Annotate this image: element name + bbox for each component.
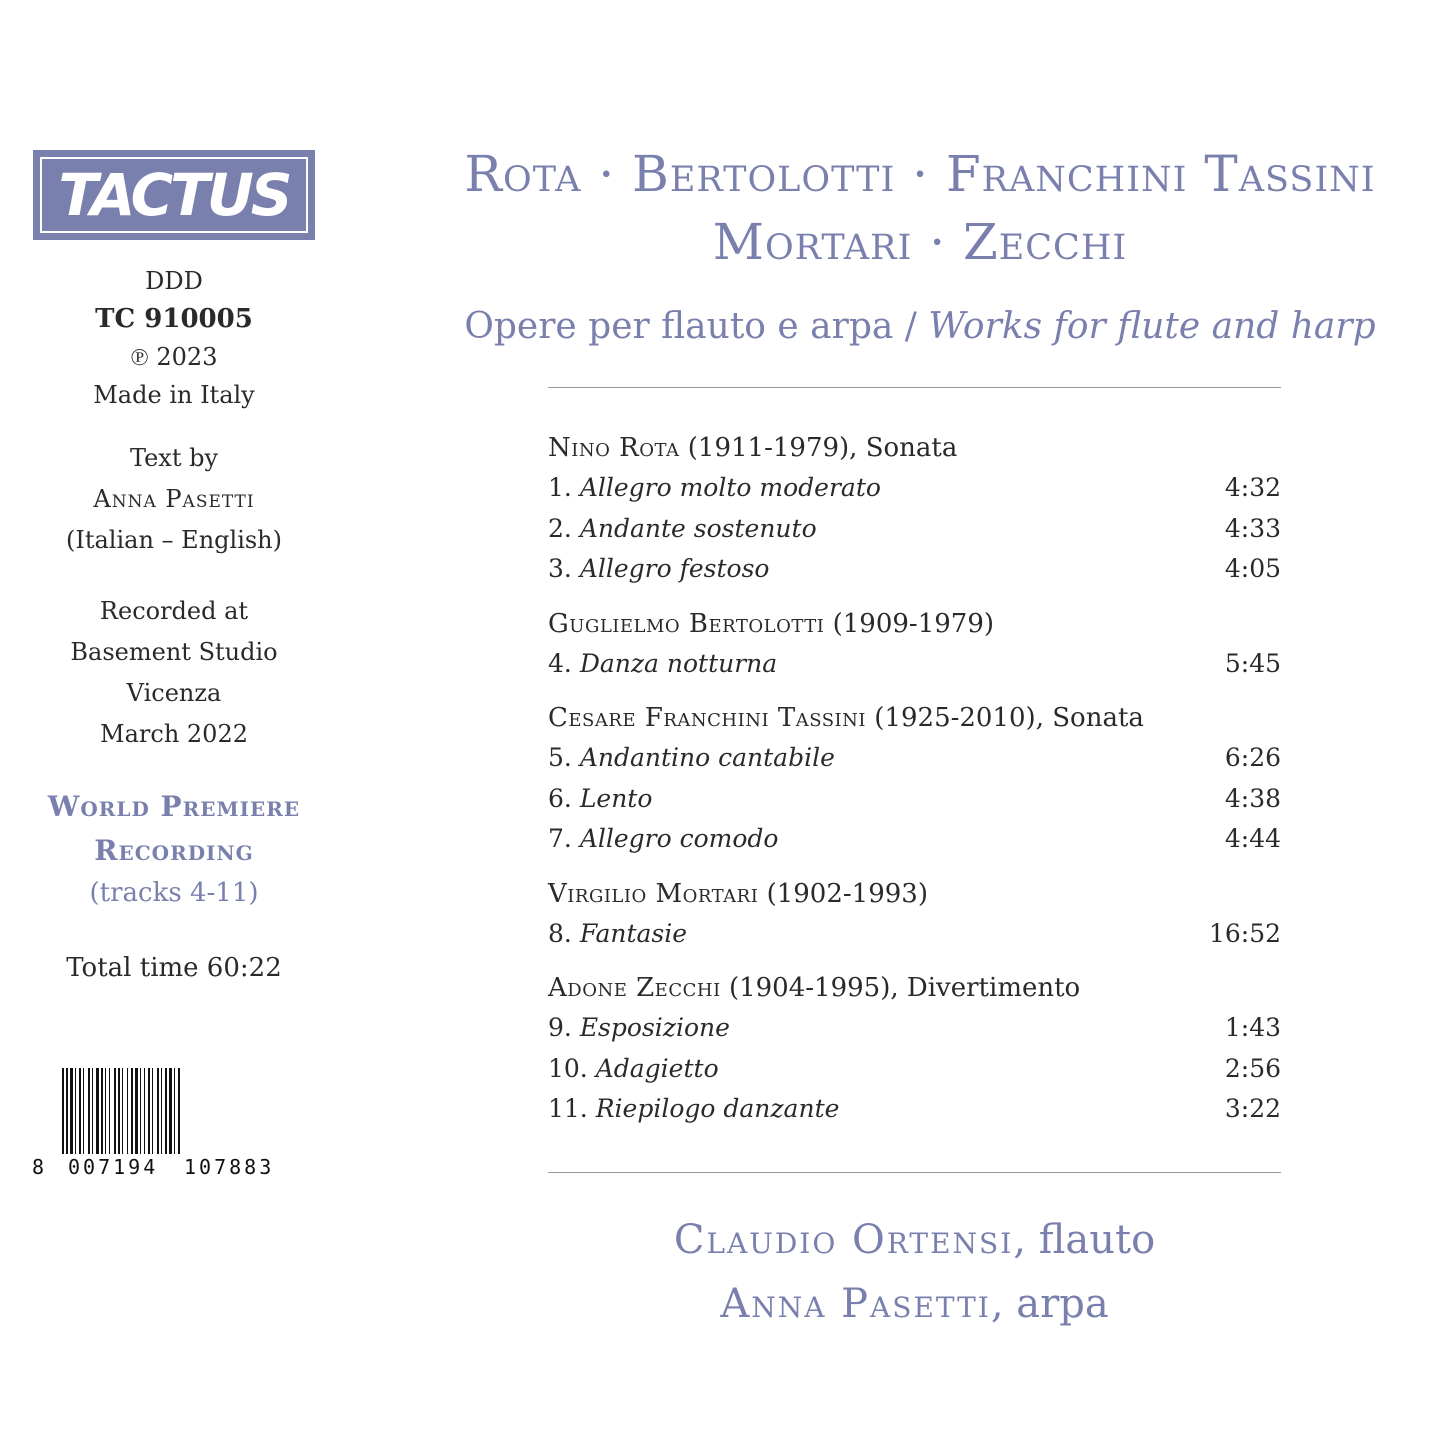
performers xyxy=(548,1208,1281,1336)
track-duration: 16:52 xyxy=(1208,918,1281,948)
track-label xyxy=(548,1049,719,1090)
work-group xyxy=(548,604,1281,685)
tactus-logo xyxy=(33,150,315,240)
work-detail: (1925-2010), Sonata xyxy=(866,703,1144,733)
barcode-digits-left: 007194 xyxy=(68,1155,159,1178)
barcode-bar xyxy=(105,1068,106,1154)
subtitle-english: Works for flute and harp xyxy=(928,306,1376,347)
track-row xyxy=(548,1008,1281,1049)
premiere-line1: World Premiere xyxy=(47,790,301,823)
barcode-bar xyxy=(92,1068,93,1154)
barcode-bar xyxy=(66,1068,68,1154)
track-row xyxy=(548,779,1281,820)
barcode-bar xyxy=(62,1068,64,1154)
track-row xyxy=(548,468,1281,509)
text-languages: (Italian – English) xyxy=(66,526,282,554)
world-premiere-note xyxy=(30,785,318,913)
logo-text: TACTUS xyxy=(58,161,290,229)
track-title: Fantasie xyxy=(579,918,688,948)
track-label xyxy=(548,779,652,820)
work-heading xyxy=(548,428,1281,468)
barcode-digits-right: 107883 xyxy=(184,1155,275,1178)
barcode-bar xyxy=(148,1068,150,1154)
barcode xyxy=(32,1068,302,1178)
barcode-bar xyxy=(118,1068,120,1154)
work-group xyxy=(548,874,1281,955)
tracklist xyxy=(548,428,1281,1144)
recording-date: March 2022 xyxy=(100,720,248,748)
track-label xyxy=(548,914,687,955)
track-label xyxy=(548,819,778,860)
track-title: Allegro molto moderato xyxy=(579,473,881,502)
track-number: 6. xyxy=(548,783,572,813)
work-detail: (1911-1979), Sonata xyxy=(679,433,958,463)
work-group xyxy=(548,428,1281,590)
composers-heading xyxy=(440,140,1400,276)
barcode-bar xyxy=(165,1068,167,1154)
barcode-digit-first: 8 xyxy=(32,1155,45,1178)
barcode-bar xyxy=(169,1068,172,1154)
track-title: Andante sostenuto xyxy=(579,513,817,543)
composer-name: Guglielmo Bertolotti xyxy=(548,608,825,639)
track-number: 11. xyxy=(548,1094,588,1123)
barcode-bar xyxy=(127,1068,128,1154)
barcode-bar xyxy=(96,1068,99,1154)
track-duration: 3:22 xyxy=(1224,1094,1281,1123)
track-row xyxy=(548,509,1281,550)
track-title: Allegro comodo xyxy=(579,824,779,853)
barcode-bar xyxy=(88,1068,90,1154)
track-duration: 2:56 xyxy=(1224,1053,1281,1083)
audio-format: DDD xyxy=(145,267,203,295)
barcode-bar xyxy=(174,1068,175,1154)
track-title: Allegro festoso xyxy=(579,554,770,583)
track-label xyxy=(548,1008,730,1049)
barcode-bar xyxy=(144,1068,145,1154)
barcode-bar xyxy=(75,1068,76,1154)
barcode-bar xyxy=(135,1068,138,1154)
barcode-bar xyxy=(131,1068,133,1154)
barcode-bar xyxy=(101,1068,103,1154)
release-info xyxy=(30,262,318,414)
track-number: 1. xyxy=(548,473,572,502)
barcode-bar xyxy=(161,1068,162,1154)
barcode-bar xyxy=(109,1068,110,1154)
track-title: Esposizione xyxy=(579,1013,730,1042)
track-number: 3. xyxy=(548,554,572,583)
track-title: Riepilogo danzante xyxy=(595,1094,840,1123)
barcode-bar xyxy=(122,1068,123,1154)
recording-studio: Basement Studio xyxy=(70,638,278,666)
track-duration: 4:38 xyxy=(1224,783,1281,813)
track-row xyxy=(548,644,1281,685)
premiere-tracks: (tracks 4-11) xyxy=(89,878,259,908)
premiere-line2: Recording xyxy=(94,834,254,867)
track-label xyxy=(548,509,817,550)
composer-name: Virgilio Mortari xyxy=(548,878,759,909)
track-row xyxy=(548,819,1281,860)
composers-line2: Mortari · Zecchi xyxy=(712,213,1128,271)
performer-name: Claudio Ortensi xyxy=(673,1217,1014,1263)
performer-line xyxy=(548,1272,1281,1336)
work-heading xyxy=(548,698,1281,738)
barcode-bar xyxy=(157,1068,159,1154)
track-title: Lento xyxy=(579,783,653,813)
composers-line1: Rota · Bertolotti · Franchini Tassini xyxy=(464,145,1376,203)
barcode-bar xyxy=(79,1068,81,1154)
work-detail: (1902-1993) xyxy=(758,878,928,909)
recorded-at-label: Recorded at xyxy=(99,597,249,625)
track-duration: 4:32 xyxy=(1224,473,1281,502)
recording-city: Vicenza xyxy=(126,679,222,707)
subtitle-italian: Opere per flauto e arpa / xyxy=(464,306,917,347)
track-number: 8. xyxy=(548,918,572,948)
track-number: 5. xyxy=(548,743,572,772)
work-heading xyxy=(548,968,1281,1008)
work-detail: (1909-1979) xyxy=(824,608,995,639)
track-title: Adagietto xyxy=(595,1053,719,1083)
performer-instrument: , arpa xyxy=(990,1281,1109,1327)
track-duration: 1:43 xyxy=(1224,1013,1281,1042)
barcode-bar xyxy=(70,1068,73,1154)
work-detail: (1904-1995), Divertimento xyxy=(720,973,1081,1003)
track-label xyxy=(548,468,881,509)
track-row xyxy=(548,549,1281,590)
work-group xyxy=(548,968,1281,1130)
track-number: 10. xyxy=(548,1053,588,1083)
left-column xyxy=(30,150,318,987)
text-author: Anna Pasetti xyxy=(93,485,255,513)
barcode-bar xyxy=(152,1068,153,1154)
text-credits xyxy=(30,438,318,561)
track-number: 2. xyxy=(548,513,572,543)
track-row xyxy=(548,738,1281,779)
total-time: Total time 60:22 xyxy=(66,953,282,983)
barcode-bar xyxy=(83,1068,84,1154)
track-label xyxy=(548,549,769,590)
track-number: 9. xyxy=(548,1013,572,1042)
catalog-number: TC 910005 xyxy=(95,304,253,334)
track-duration: 6:26 xyxy=(1224,743,1281,772)
work-heading xyxy=(548,604,1281,644)
track-title: Danza notturna xyxy=(579,648,778,678)
track-duration: 4:44 xyxy=(1224,824,1281,853)
composer-name: Nino Rota xyxy=(548,433,680,463)
track-duration: 4:33 xyxy=(1224,513,1281,543)
track-title: Andantino cantabile xyxy=(579,743,835,772)
recording-info xyxy=(30,591,318,755)
performer-name: Anna Pasetti xyxy=(720,1281,991,1327)
track-number: 4. xyxy=(548,648,572,678)
track-row xyxy=(548,914,1281,955)
track-number: 7. xyxy=(548,824,572,853)
made-in: Made in Italy xyxy=(93,381,255,409)
top-divider xyxy=(548,387,1281,388)
track-duration: 5:45 xyxy=(1224,648,1281,678)
performer-line xyxy=(548,1208,1281,1272)
track-row xyxy=(548,1049,1281,1090)
track-label xyxy=(548,644,777,685)
album-subtitle xyxy=(440,300,1400,354)
track-duration: 4:05 xyxy=(1224,554,1281,583)
text-by-label: Text by xyxy=(129,444,219,472)
barcode-bar xyxy=(114,1068,116,1154)
barcode-bar xyxy=(178,1068,180,1154)
bottom-divider xyxy=(548,1172,1281,1173)
work-group xyxy=(548,698,1281,860)
composer-name: Cesare Franchini Tassini xyxy=(548,703,867,733)
track-label xyxy=(548,1089,839,1130)
phonogram-year: ℗ 2023 xyxy=(130,343,218,371)
performer-instrument: , flauto xyxy=(1013,1217,1156,1263)
barcode-bar xyxy=(140,1068,141,1154)
track-label xyxy=(548,738,835,779)
track-row xyxy=(548,1089,1281,1130)
composer-name: Adone Zecchi xyxy=(548,973,721,1003)
work-heading xyxy=(548,874,1281,914)
